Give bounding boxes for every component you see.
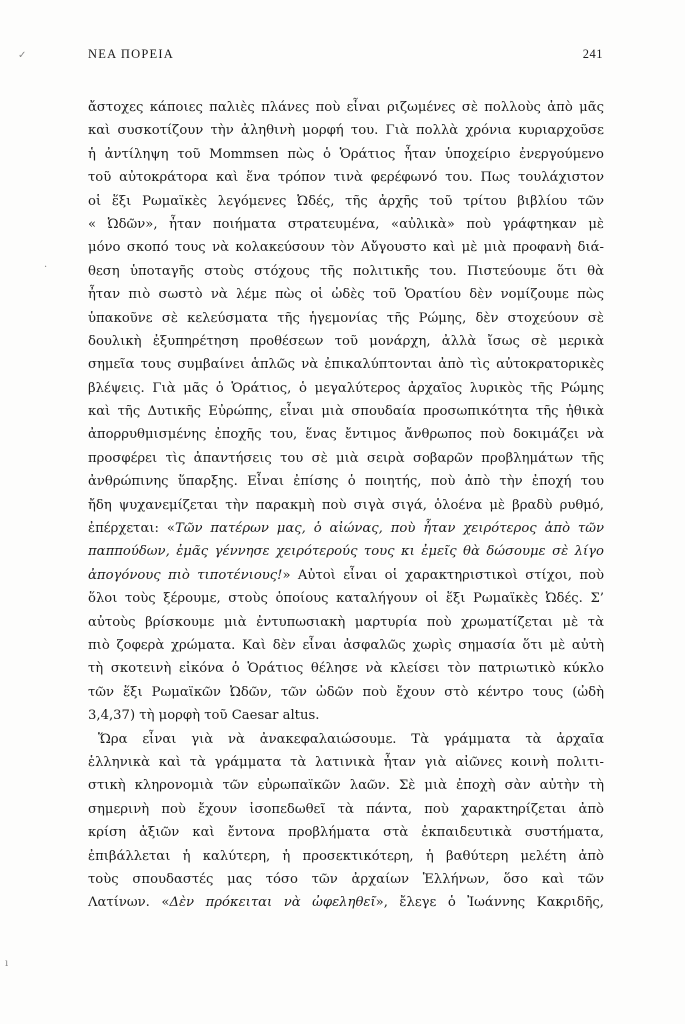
text-line: Ὥρα εἶναι γιὰ νὰ ἀνακεφαλαιώσουμε. Τὰ γράμματα τὰ ἀρχαῖα	[98, 731, 604, 747]
text-line-quote	[88, 517, 604, 540]
text-line: ὑπακοῦνε σὲ κελεύσματα τῆς ἡγεμονίας τῆς Ρώμης, δὲν στοχεύουν σὲ	[88, 310, 604, 326]
text-line: τῶν ἕξι Ρωμαϊκῶν Ὠδῶν, τῶν ὠδῶν ποὺ ἔχουν στὸ κέντρο τους (ὠδὴ	[88, 684, 604, 700]
text-line: ἤδη ψυχανεμίζεται τὴν παρακμὴ ποὺ σιγὰ σιγά, ὁλοένα μὲ βραδὺ ρυθμό,	[88, 497, 604, 513]
text-line: σημεῖα τους συμβαίνει ἁπλῶς νὰ ἐπικαλύπτονται ἀπὸ τὶς αὐτοκρατορικὲς	[88, 357, 604, 373]
quoted-verse: Τῶν πατέρων μας, ὁ αἰώνας, ποὺ ἦταν χειρότερος ἀπὸ τῶν	[174, 521, 604, 537]
text-line-quote	[88, 540, 604, 563]
text-line: τοῦ αὐτοκράτορα καὶ ἕνα τρόπον τινὰ φερέφωνό του. Πως τουλάχιστον	[88, 170, 604, 186]
text-line: δουλικὴ ἐξυπηρέτηση προθέσεων τοῦ μονάρχη, ἀλλὰ ἴσως σὲ μερικὰ	[88, 333, 604, 349]
text-line: οἱ ἕξι Ρωμαϊκὲς λεγόμενες Ὠδές, τῆς ἀρχῆς τοῦ τρίτου βιβλίου τῶν	[88, 193, 604, 209]
text-line: ἐπιβάλλεται ἡ καλύτερη, ἡ προσεκτικότερη, ἡ βαθύτερη μελέτη ἀπὸ	[88, 848, 604, 864]
quoted-verse: ἀπογόνους πιὸ τιποτένιους!	[88, 567, 283, 583]
body-text	[88, 96, 604, 915]
text-line: ἦταν πιὸ σωστὸ νὰ λέμε πὼς οἱ ὠδὲς τοῦ Ὁρατίου δὲν νομίζουμε πὼς	[88, 287, 604, 303]
text-line: ἀπορρυθμισμένης ἐποχῆς του, ἕνας ἔντιμος ἄνθρωπος ποὺ δοκιμάζει νὰ	[88, 427, 604, 443]
text-line: ἡ ἀντίληψη τοῦ Mommsen πὼς ὁ Ὁράτιος ἦταν ὑποχείριο ἐνεργούμενο	[88, 146, 604, 162]
text-line: στικὴ κληρονομιὰ τῶν εὐρωπαϊκῶν λαῶν. Σὲ μιὰ ἐποχὴ σὰν αὐτὴν τὴ	[88, 778, 604, 794]
text-line: 3,4,37) τὴ μορφὴ τοῦ Caesar altus.	[88, 708, 320, 724]
text-line: καὶ τῆς Δυτικῆς Εὐρώπης, εἶναι μιὰ σπουδαία προσωπικότητα τῆς ἠθικὰ	[88, 404, 604, 420]
text-line: ἑλληνικὰ καὶ τὰ γράμματα τὰ λατινικὰ ἦταν γιὰ αἰῶνες κοινὴ πολιτι-	[88, 754, 604, 770]
quoted-phrase: Δὲν πρόκειται νὰ ὠφεληθεῖ	[169, 895, 376, 911]
margin-mark: ·	[44, 262, 48, 273]
text-line: τοὺς σπουδαστές μας τόσο τῶν ἀρχαίων Ἑλλήνων, ὅσο καὶ τῶν	[88, 871, 604, 887]
text-line: κρίση ἀξιῶν καὶ ἔντονα προβλήματα στὰ ἐκπαιδευτικὰ συστήματα,	[88, 825, 604, 841]
text-line: σημερινὴ ποὺ ἔχουν ἰσοπεδωθεῖ τὰ πάντα, ποὺ χαρακτηρίζεται ἀπὸ	[88, 801, 604, 817]
running-header	[88, 47, 603, 65]
text-line: ἀνθρώπινης ὕπαρξης. Εἶναι ἐπίσης ὁ ποιητής, ποὺ ἀπὸ τὴν ἐποχή του	[88, 474, 604, 490]
text-line: καὶ συσκοτίζουν τὴν ἀληθινὴ μορφή του. Γιὰ πολλὰ χρόνια κυριαρχοῦσε	[88, 123, 604, 139]
text-line: ἄστοχες κάποιες παλιὲς πλάνες ποὺ εἶναι ριζωμένες σὲ πολλοὺς ἀπὸ μᾶς	[88, 100, 604, 115]
text-line: πιὸ ζοφερὰ χρώματα. Καὶ δὲν εἶναι ἀσφαλῶς χωρὶς σημασία ὅτι μὲ αὐτὴ	[88, 637, 604, 653]
text-run: » Αὐτοὶ εἶναι οἱ χαρακτηριστικοὶ στίχοι, ποὺ	[282, 567, 604, 583]
text-line: τὴ σκοτεινὴ εἰκόνα ὁ Ὁράτιος θέλησε νὰ κλείσει τὸν πατριωτικὸ κύκλο	[88, 661, 604, 677]
text-line: « Ὠδῶν», ἦταν ποιήματα στρατευμένα, «αὐλικὰ» ποὺ γράφτηκαν μὲ	[88, 216, 604, 232]
margin-mark: ı	[5, 958, 9, 969]
text-line-quote	[88, 891, 604, 914]
page-number: 241	[582, 47, 603, 61]
quoted-verse: παππούδων, ἐμᾶς γέννησε χειρότερούς τους κι ἐμεῖς θὰ δώσουμε σὲ λίγο	[88, 544, 604, 560]
text-run: ἐπέρχεται: «	[88, 521, 175, 537]
text-line: θεση ὑποταγῆς στοὺς στόχους τῆς πολιτικῆς του. Πιστεύουμε ὅτι θὰ	[88, 263, 604, 279]
text-line: μόνο σκοπό τους νὰ κολακεύσουν τὸν Αὔγουστο καὶ μὲ μιὰ προφανὴ διά-	[88, 240, 604, 256]
text-line: βλέψεις. Γιὰ μᾶς ὁ Ὁράτιος, ὁ μεγαλύτερος ἀρχαῖος λυρικὸς τῆς Ρώμης	[88, 380, 604, 396]
text-line: προσφέρει τὶς ἀπαντήσεις του σὲ μιὰ σειρὰ σοβαρῶν προβλημάτων τῆς	[88, 450, 604, 466]
text-line: ὅλοι τοὺς ξέρουμε, στοὺς ὁποίους καταλήγουν οἱ ἕξι Ρωμαϊκὲς Ὠδές. Σ’	[88, 591, 604, 607]
text-run: », ἔλεγε ὁ Ἰωάννης Κακριδῆς,	[375, 895, 604, 911]
text-run: Λατίνων. «	[88, 895, 170, 911]
running-title: ΝΕΑ ΠΟΡΕΙΑ	[88, 47, 174, 61]
margin-mark: ✓	[18, 50, 27, 61]
text-line-quote	[88, 564, 604, 587]
text-line: αὐτοὺς βρίσκουμε μιὰ ἐντυπωσιακὴ μαρτυρία ποὺ χρωματίζεται μὲ τὰ	[88, 614, 604, 630]
